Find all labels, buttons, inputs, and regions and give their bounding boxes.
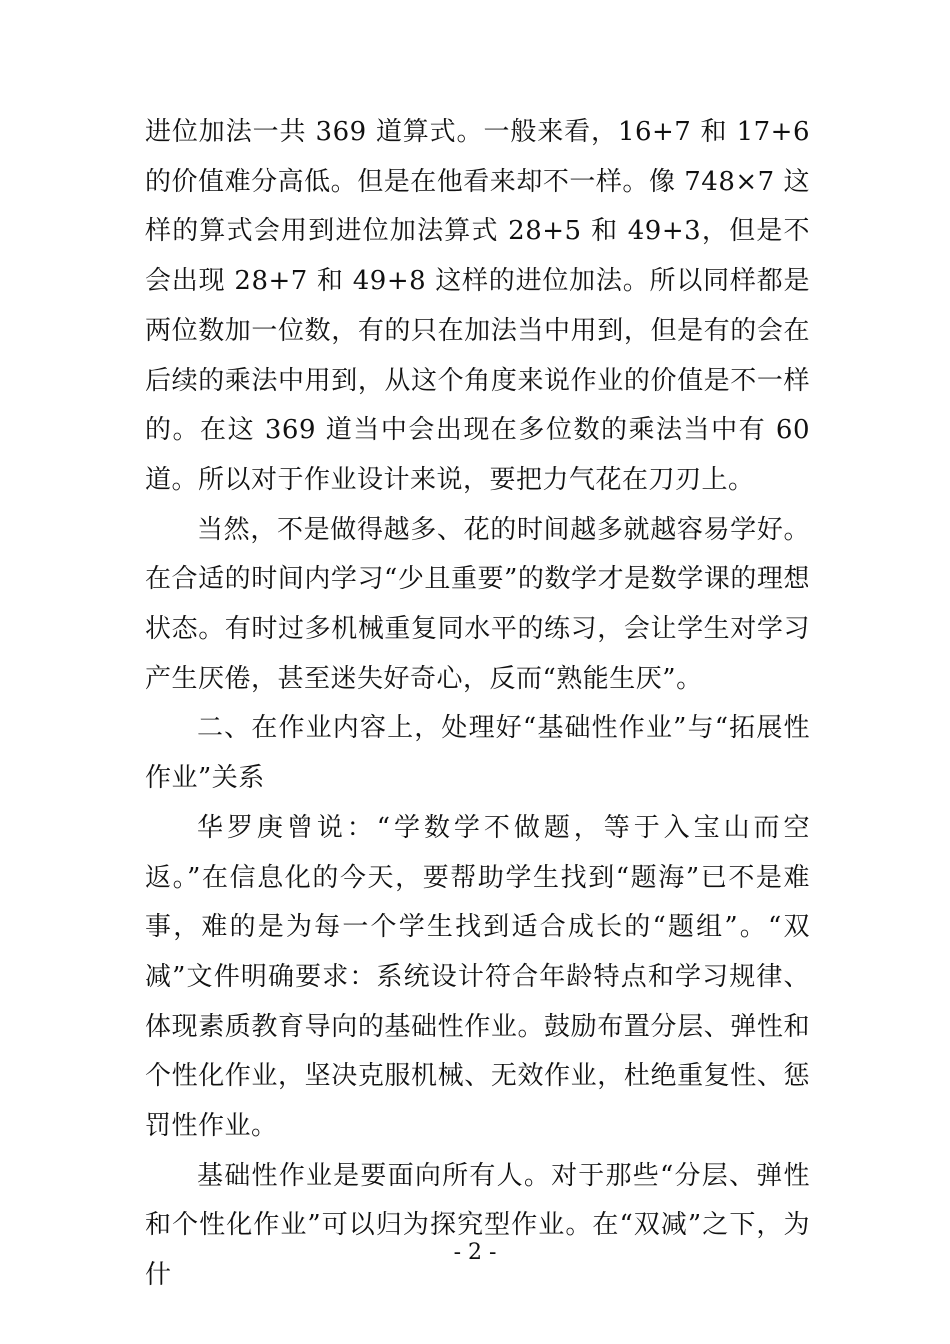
page-number: - 2 -: [453, 1240, 497, 1265]
body-text: [145, 108, 810, 1301]
paragraph-hua-luogeng-quote: 华罗庚曾说：“学数学不做题，等于入宝山而空返。”在信息化的今天，要帮助学生找到“题海”已不是难事，难的是为每一个学生找到适合成长的“题组”。“双减”文件明确要求：系统设计符合年龄特点和学习规律、体现素质教育导向的基础性作业。鼓励布置分层、弹性和个性化作业，坚决克服机械、无效作业，杜绝重复性、惩罚性作业。: [145, 812, 810, 1142]
paragraph-basic-homework: 基础性作业是要面向所有人。对于那些“分层、弹性和个性化作业”可以归为探究型作业。在“双减”之下，为什: [145, 1160, 810, 1291]
paragraph-continuation: 进位加法一共 369 道算式。一般来看，16+7 和 17+6 的价值难分高低。但是在他看来却不一样。像 748×7 这样的算式会用到进位加法算式 28+5 和 49+3，但是不会出现 28+7 和 49+8 这样的进位加法。所以同样都是两位数加一位数，有的只在加法当中用到，但是有的会在后续的乘法中用到，从这个角度来说作业的价值是不一样的。在这 369 道当中会出现在多位数的乘法当中有 60 道。所以对于作业设计来说，要把力气花在刀刃上。: [145, 117, 810, 495]
section-heading-2: 二、在作业内容上，处理好“基础性作业”与“拓展性作业”关系: [145, 713, 810, 794]
paragraph-practice-quantity: 当然，不是做得越多、花的时间越多就越容易学好。在合适的时间内学习“少且重要”的数学才是数学课的理想状态。有时过多机械重复同水平的练习，会让学生对学习产生厌倦，甚至迷失好奇心，反而“熟能生厌”。: [145, 514, 810, 694]
